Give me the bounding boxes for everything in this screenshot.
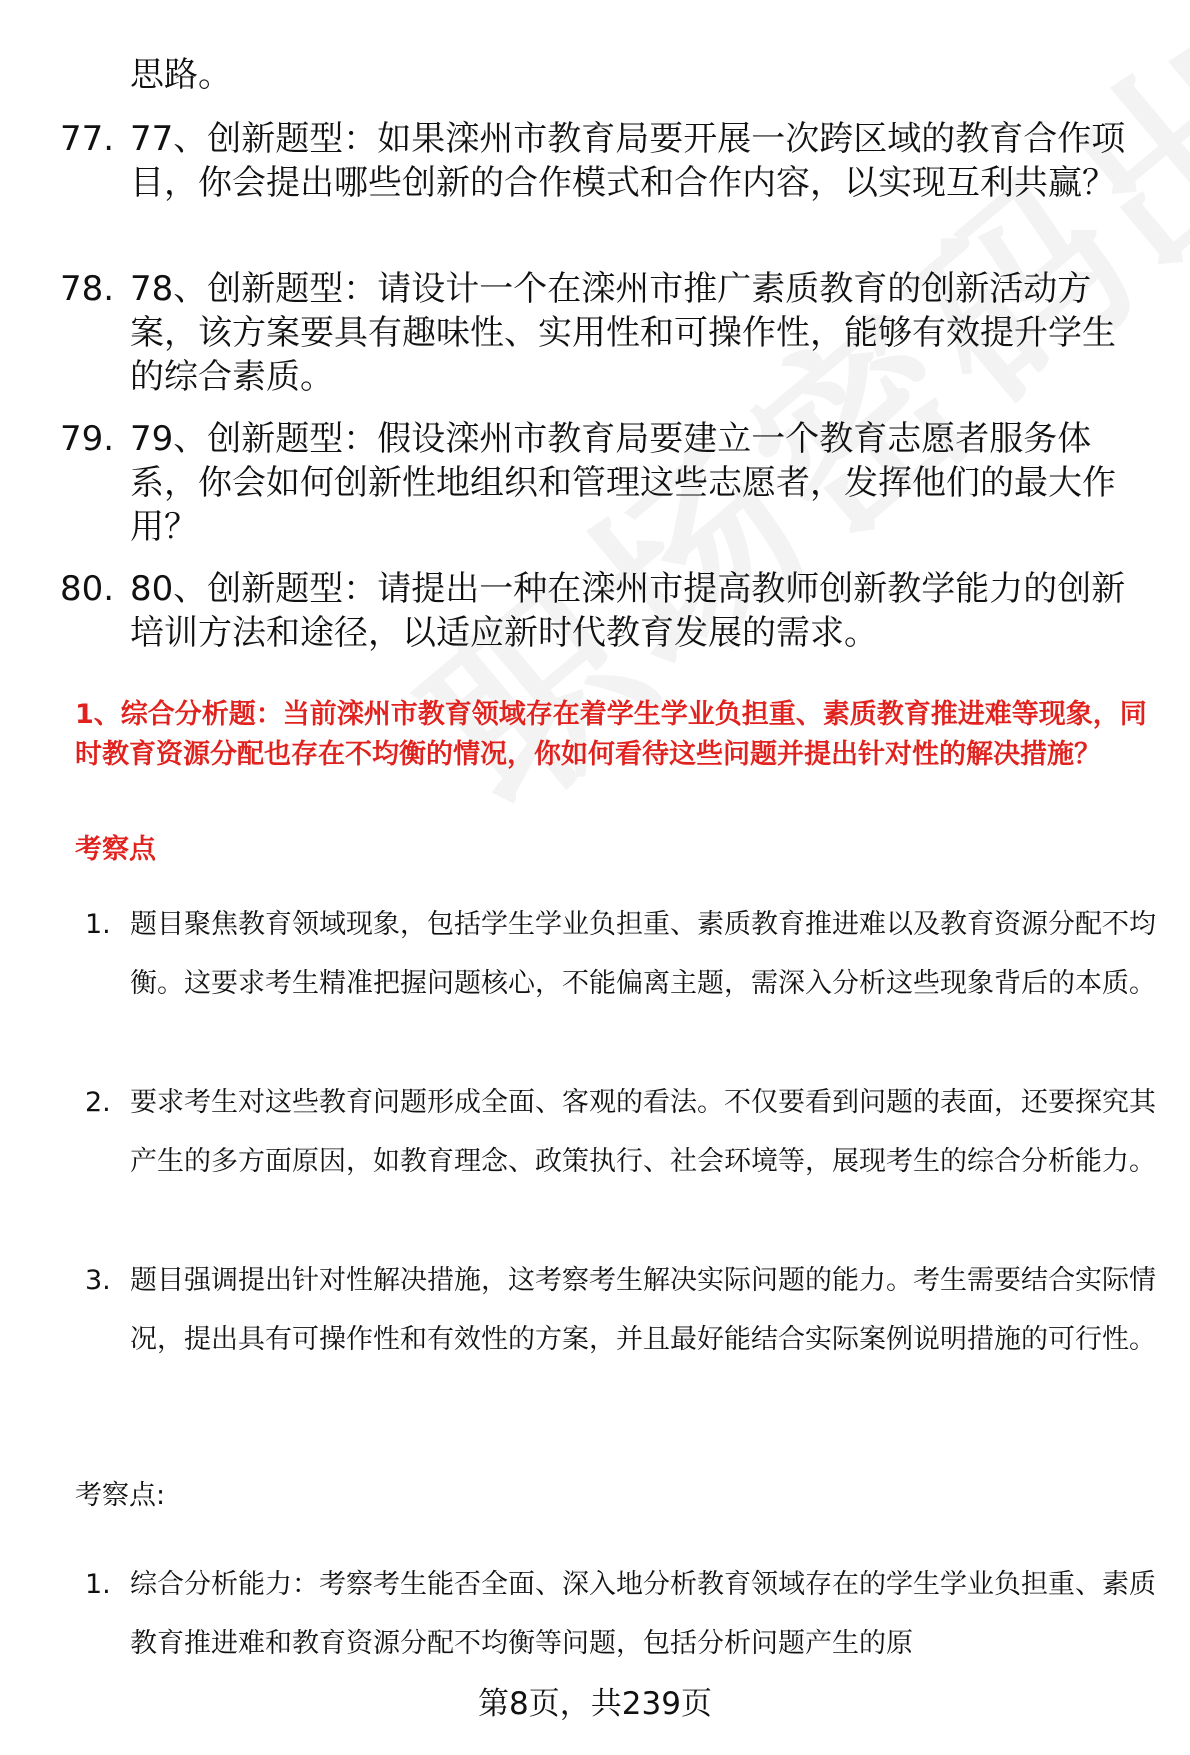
section-heading-kaochadian: 考察点 bbox=[75, 834, 156, 865]
list-text: 80、创新题型：请提出一种在滦州市提高教师创新教学能力的创新培训方法和途径，以适应新时代教育发展的需求。 bbox=[130, 569, 1126, 653]
point-text: 题目聚焦教育领域现象，包括学生学业负担重、素质教育推进难以及教育资源分配不均衡。这要求考生精准把握问题核心，不能偏离主题，需深入分析这些现象背后的本质。 bbox=[130, 909, 1156, 999]
section-heading-kaochadian-2: 考察点: bbox=[75, 1480, 166, 1511]
list-text: 77、创新题型：如果滦州市教育局要开展一次跨区域的教育合作项目，你会提出哪些创新的合作模式和合作内容，以实现互利共赢？ bbox=[130, 119, 1126, 203]
point-text: 题目强调提出针对性解决措施，这考察考生解决实际问题的能力。考生需要结合实际情况，提出具有可操作性和有效性的方案，并且最好能结合实际案例说明措施的可行性。 bbox=[130, 1265, 1156, 1355]
point-item-3 bbox=[85, 1251, 1165, 1369]
point-text: 要求考生对这些教育问题形成全面、客观的看法。不仅要看到问题的表面，还要探究其产生的多方面原因，如教育理念、政策执行、社会环境等，展现考生的综合分析能力。 bbox=[130, 1087, 1156, 1177]
list-number: 77. bbox=[60, 119, 115, 159]
point-number: 1. bbox=[85, 1569, 111, 1600]
list-text: 79、创新题型：假设滦州市教育局要建立一个教育志愿者服务体系，你会如何创新性地组织和管理这些志愿者，发挥他们的最大作用？ bbox=[130, 419, 1116, 547]
point-number: 2. bbox=[85, 1087, 111, 1118]
continuation-text: 思路。 bbox=[130, 55, 232, 95]
list-item-78 bbox=[60, 267, 1160, 399]
list-number: 79. bbox=[60, 419, 115, 459]
list-number: 80. bbox=[60, 569, 115, 609]
point-item-2-1 bbox=[85, 1555, 1165, 1673]
point-number: 3. bbox=[85, 1265, 111, 1296]
list-item-80 bbox=[60, 567, 1160, 655]
point-item-2 bbox=[85, 1073, 1165, 1191]
page-footer: 第8页，共239页 bbox=[478, 1686, 712, 1722]
point-item-1 bbox=[85, 895, 1165, 1013]
point-number: 1. bbox=[85, 909, 111, 940]
list-text: 78、创新题型：请设计一个在滦州市推广素质教育的创新活动方案，该方案要具有趣味性、实用性和可操作性，能够有效提升学生的综合素质。 bbox=[130, 269, 1116, 397]
list-item-77 bbox=[60, 117, 1160, 205]
list-number: 78. bbox=[60, 269, 115, 309]
question-heading: 1、综合分析题：当前滦州市教育领域存在着学生学业负担重、素质教育推进难等现象，同时教育资源分配也存在不均衡的情况，你如何看待这些问题并提出针对性的解决措施？ bbox=[75, 699, 1147, 770]
point-text: 综合分析能力：考察考生能否全面、深入地分析教育领域存在的学生学业负担重、素质教育推进难和教育资源分配不均衡等问题，包括分析问题产生的原 bbox=[130, 1569, 1156, 1659]
list-item-79 bbox=[60, 417, 1160, 549]
